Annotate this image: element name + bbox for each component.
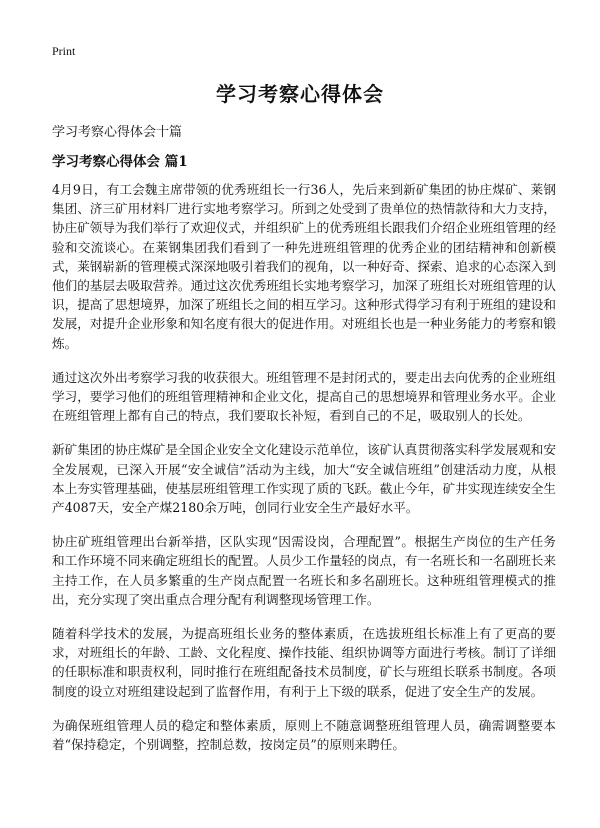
paragraph: 通过这次外出考察学习我的收获很大。班组管理不是封闭式的，要走出去向优秀的企业班组学习，要学习他们的班组管理精神和企业文化，提高自己的思想境界和管理业务水平。企业在班组管理上都有自己的特点，我们要取长补短，看到自己的不足，吸取别人的长处。 <box>52 369 556 424</box>
paragraph: 为确保班组管理人员的稳定和整体素质，原则上不随意调整班组管理人员，确需调整要本着“保持稳定，个别调整，控制总数，按岗定员”的原则来聘任。 <box>52 717 556 753</box>
document-subtitle: 学习考察心得体会十篇 <box>52 125 183 140</box>
paragraph: 新矿集团的协庄煤矿是全国企业安全文化建设示范单位，该矿认真贯彻落实科学发展观和安全发展观，已深入开展“安全诚信”活动为主线，加大“安全诚信班组”创建活动力度，从根本上夯实管理基础，使基层班组管理工作实现了质的飞跃。截止今年，矿井实现连续安全生产4087天，安全产煤2180余万吨，创同行业安全生产最好水平。 <box>52 442 556 516</box>
print-link[interactable]: Print <box>52 44 76 58</box>
paragraph: 4月9日，有工会魏主席带领的优秀班组长一行36人，先后来到新矿集团的协庄煤矿、莱钢集团、济三矿用材料厂进行实地考察学习。所到之处受到了贵单位的热情款待和大力支持，协庄矿领导为我们举行了欢迎仪式，并组织矿上的优秀班组长跟我们介绍企业班组管理的经验和交流谈心。在莱钢集团我们看到了一种先进班组管理的优秀企业的团结精神和创新模式，莱钢崭新的管理模式深深地吸引着我们的视角，以一种好奇、探索、追求的心态深入到他们的基层去吸取营养。通过这次优秀班组长实地考察学习，加深了班组长对班组管理的认识，提高了思想境界，加深了班组长之间的相互学习。这种形式得学习有利于班组的建设和发展，对提升企业形象和知名度有很大的促进作用。对班组长也是一种业务能力的考察和锻炼。 <box>52 182 556 351</box>
section-heading: 学习考察心得体会 篇1 <box>52 154 188 170</box>
paragraph: 协庄矿班组管理出台新举措，区队实现“因需设岗，合理配置”。根据生产岗位的生产任务和工作环境不同来确定班组长的配置。人员少工作量轻的岗点，有一名班长和一名副班长来主持工作，在人员多繁重的生产岗点配置一名班长和多名副班长。这种班组管理模式的推出，充分实现了突出重点合理分配有利调整现场管理工作。 <box>52 534 556 607</box>
paragraph: 随着科学技术的发展，为提高班组长业务的整体素质，在选拔班组长标准上有了更高的要求，对班组长的年龄、工龄、文化程度、操作技能、组织协调等方面进行考核。制订了详细的任职标准和职责权利，同时推行在班组配备技术员制度，矿长与班组长联系书制度。各项制度的设立对班组建设起到了监督作用，有利于上下级的联系，促进了安全生产的发展。 <box>52 626 556 699</box>
page-title: 学习考察心得体会 <box>216 82 384 106</box>
article-body <box>52 180 556 769</box>
